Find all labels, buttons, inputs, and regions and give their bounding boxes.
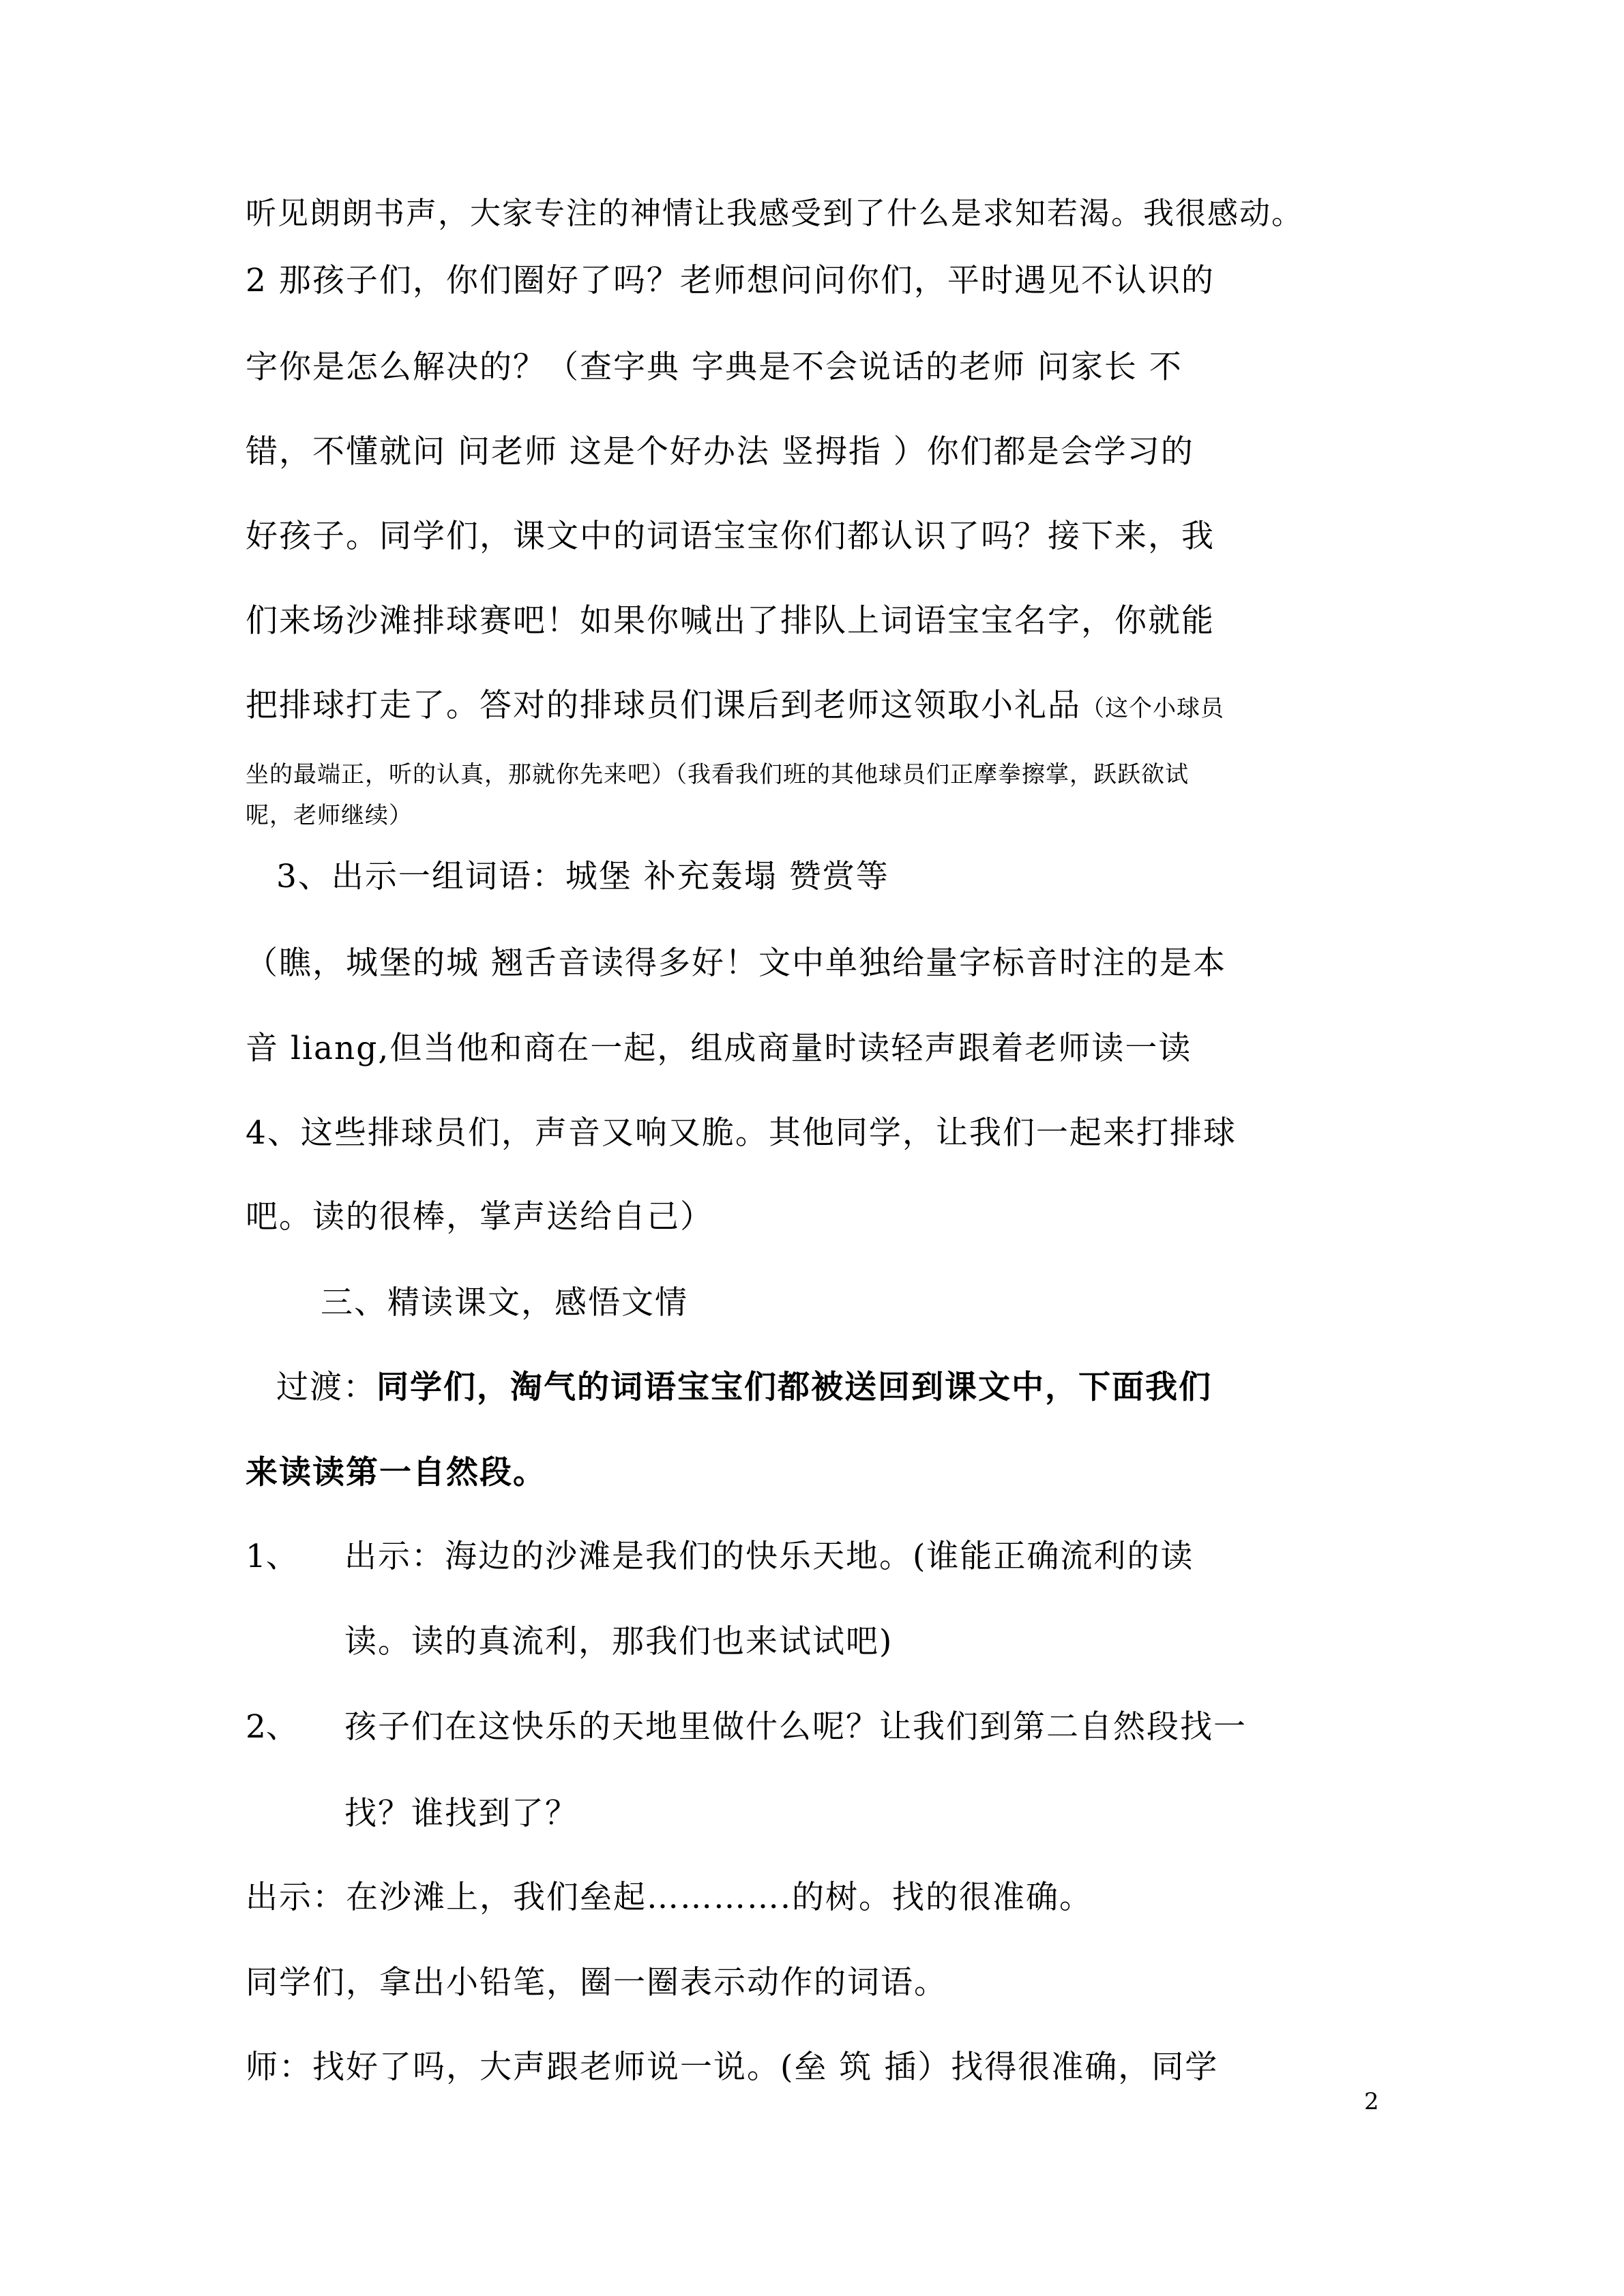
paragraph-line: 2 那孩子们，你们圈好了吗？老师想问问你们，平时遇见不认识的 (246, 262, 1215, 299)
paragraph-line: 好孩子。同学们，课文中的词语宝宝你们都认识了吗？接下来，我 (246, 518, 1215, 555)
paragraph-line: 出示：在沙滩上，我们垒起………….的树。找的很准确。 (246, 1879, 1093, 1916)
paragraph-line: 吧。读的很棒，掌声送给自己） (246, 1198, 713, 1236)
section-heading: 三、精读课文，感悟文情 (321, 1284, 688, 1322)
transition-text: 同学们，淘气的词语宝宝们都被送回到课文中，下面我们 (377, 1369, 1212, 1406)
list-item-text: 读。读的真流利，那我们也来试试吧) (344, 1623, 894, 1660)
word-list-line: 3、出示一组词语：城堡 补充轰塌 赞赏等 (276, 858, 889, 895)
paragraph-line: 错，不懂就问 问老师 这是个好办法 竖拇指 ）你们都是会学习的 (246, 433, 1194, 471)
paragraph-line: 字你是怎么解决的？（查字典 字典是不会说话的老师 问家长 不 (246, 348, 1183, 386)
list-item-text: 孩子们在这快乐的天地里做什么呢？让我们到第二自然段找一 (344, 1708, 1247, 1746)
paragraph-line: 同学们，拿出小铅笔，圈一圈表示动作的词语。 (246, 1964, 947, 2001)
paragraph-line: 4、这些排球员们，声音又响又脆。其他同学，让我们一起来打排球 (246, 1114, 1237, 1152)
list-item-text: 找？谁找到了？ (344, 1795, 578, 1832)
transition-line: 来读读第一自然段。 (246, 1454, 546, 1491)
paragraph-note: （这个小球员 (1081, 695, 1224, 722)
paragraph-line (246, 687, 1224, 728)
list-number: 2、 (246, 1708, 298, 1746)
transition-line (276, 1369, 1212, 1407)
list-item-text: 出示：海边的沙滩是我们的快乐天地。(谁能正确流利的读 (344, 1538, 1194, 1575)
paragraph-line: 师：找好了吗，大声跟老师说一说。(垒 筑 插）找得很准确，同学 (246, 2048, 1219, 2086)
paragraph-line: （瞧，城堡的城 翘舌音读得多好！文中单独给量字标音时注的是本 (246, 944, 1226, 982)
list-number: 1、 (246, 1538, 298, 1575)
paragraph-note-line: 坐的最端正，听的认真，那就你先来吧）（我看我们班的其他球员们正摩拳擦掌，跃跃欲试 (246, 761, 1189, 788)
transition-label: 过渡： (276, 1369, 377, 1406)
paragraph-line: 音 liang,但当他和商在一起，组成商量时读轻声跟着老师读一读 (246, 1030, 1192, 1067)
paragraph-line: 们来场沙滩排球赛吧！如果你喊出了排队上词语宝宝名字，你就能 (246, 602, 1215, 640)
page-number: 2 (1364, 2088, 1379, 2115)
paragraph-line: 听见朗朗书声，大家专注的神情让我感受到了什么是求知若渴。我很感动。 (246, 195, 1304, 231)
paragraph-text: 把排球打走了。答对的排球员们课后到老师这领取小礼品 (246, 687, 1081, 724)
paragraph-note-line: 呢，老师继续） (246, 802, 413, 829)
